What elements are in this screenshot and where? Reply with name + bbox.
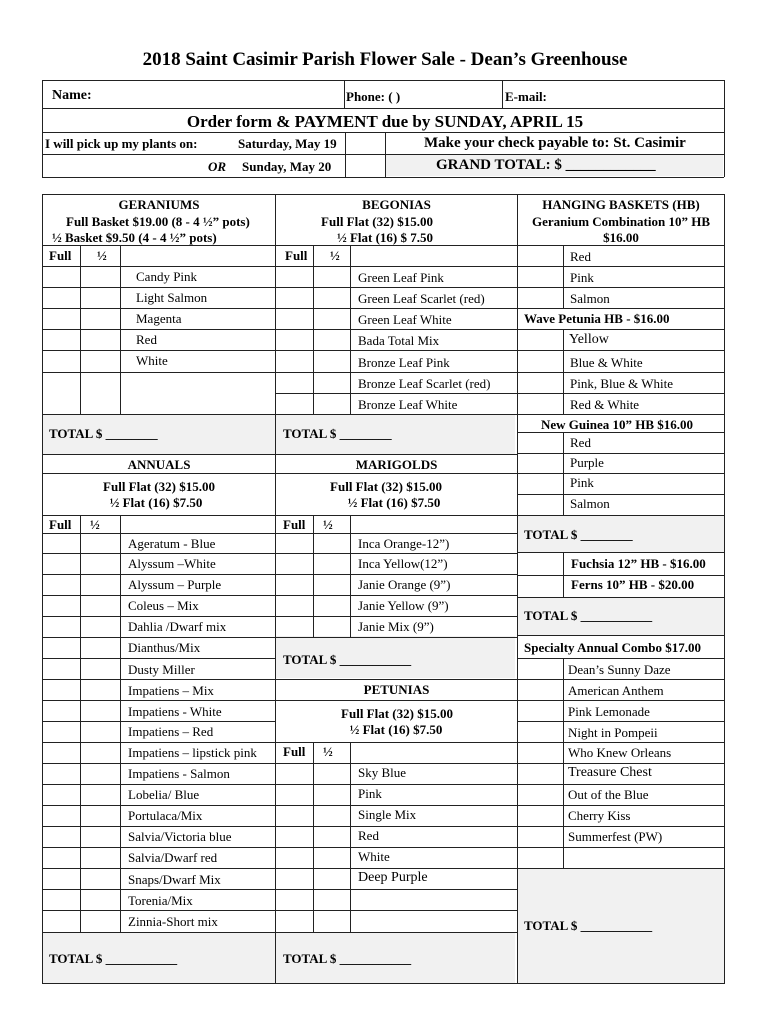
petunia-item: White xyxy=(358,849,390,864)
pickup-or: OR xyxy=(208,159,227,174)
specialty-item: Treasure Chest xyxy=(568,765,652,780)
annual-item: Alyssum – Purple xyxy=(128,577,222,592)
hanging-baskets-title: HANGING BASKETS (HB) xyxy=(542,197,700,212)
begonia-item: Bronze Leaf Pink xyxy=(358,355,450,370)
geraniums-price-full: Full Basket $19.00 (8 - 4 ½” pots) xyxy=(66,214,250,229)
geranium-item: White xyxy=(136,353,168,368)
begonias-half-header: ½ xyxy=(330,248,340,263)
petunias-price-full: Full Flat (32) $15.00 xyxy=(341,706,453,721)
specialty-item: Summerfest (PW) xyxy=(568,829,663,844)
new-guinea-item: Pink xyxy=(570,475,594,490)
pickup-saturday[interactable]: Saturday, May 19 xyxy=(238,136,337,151)
petunias-full-header: Full xyxy=(283,744,306,759)
wave-petunia-item: Blue & White xyxy=(570,355,643,370)
geraniums-title: GERANIUMS xyxy=(118,197,200,212)
annuals-half-header: ½ xyxy=(90,517,100,532)
phone-field-label[interactable]: Phone: ( ) xyxy=(346,89,401,104)
geraniums-total[interactable]: TOTAL $ ________ xyxy=(49,426,158,441)
email-field-label[interactable]: E-mail: xyxy=(505,89,547,104)
marigolds-total[interactable]: TOTAL $ ___________ xyxy=(283,652,412,667)
begonia-item: Green Leaf Pink xyxy=(358,270,444,285)
petunia-item: Sky Blue xyxy=(358,765,407,780)
annual-item: Alyssum –White xyxy=(128,556,216,571)
due-date-heading: Order form & PAYMENT due by SUNDAY, APRIL 15 xyxy=(186,112,584,131)
petunia-item: Red xyxy=(358,828,379,843)
geranium-item: Red xyxy=(136,332,157,347)
marigolds-price-half: ½ Flat (16) $7.50 xyxy=(347,495,441,510)
page-title: 2018 Saint Casimir Parish Flower Sale - Dean’s Greenhouse xyxy=(142,49,628,70)
ferns-heading: Ferns 10” HB - $20.00 xyxy=(571,577,695,592)
marigolds-half-header: ½ xyxy=(323,517,333,532)
new-guinea-heading: New Guinea 10” HB $16.00 xyxy=(541,417,694,432)
annual-item: Impatiens - White xyxy=(128,704,222,719)
specialty-item: Who Knew Orleans xyxy=(568,745,672,760)
annual-item: Zinnia-Short mix xyxy=(128,914,218,929)
grand-total[interactable]: GRAND TOTAL: $ ____________ xyxy=(436,157,656,173)
annual-item: Salvia/Victoria blue xyxy=(128,829,232,844)
annual-item: Torenia/Mix xyxy=(128,893,193,908)
wave-petunia-item: Pink, Blue & White xyxy=(570,376,674,391)
begonias-full-header: Full xyxy=(285,248,308,263)
begonia-item: Bronze Leaf Scarlet (red) xyxy=(358,376,491,391)
annual-item: Impatiens – Mix xyxy=(128,683,214,698)
pickup-sunday[interactable]: Sunday, May 20 xyxy=(242,159,332,174)
wave-petunia-heading: Wave Petunia HB - $16.00 xyxy=(524,311,670,326)
geranium-combo-heading: Geranium Combination 10” HB xyxy=(531,214,711,229)
marigold-item: Inca Orange-12”) xyxy=(358,536,450,551)
payable-to: Make your check payable to: St. Casimir xyxy=(424,135,686,151)
annual-item: Salvia/Dwarf red xyxy=(128,850,218,865)
specialty-item: Out of the Blue xyxy=(568,787,649,802)
geraniums-price-half: ½ Basket $9.50 (4 - 4 ½” pots) xyxy=(52,230,217,245)
geranium-item: Candy Pink xyxy=(136,269,198,284)
new-guinea-item: Purple xyxy=(570,455,604,470)
petunia-item: Pink xyxy=(358,786,382,801)
annual-item: Impatiens - Salmon xyxy=(128,766,230,781)
name-field-label[interactable]: Name: xyxy=(52,88,92,103)
wave-petunia-item: Red & White xyxy=(570,397,640,412)
begonia-item: Bada Total Mix xyxy=(358,333,440,348)
annual-item: Dahlia /Dwarf mix xyxy=(128,619,227,634)
marigold-item: Janie Yellow (9”) xyxy=(358,598,449,613)
begonias-total[interactable]: TOTAL $ ________ xyxy=(283,426,392,441)
annual-item: Portulaca/Mix xyxy=(128,808,203,823)
marigolds-full-header: Full xyxy=(283,517,306,532)
petunia-item: Deep Purple xyxy=(358,870,428,885)
specialty-item: Pink Lemonade xyxy=(568,704,650,719)
petunias-price-half: ½ Flat (16) $7.50 xyxy=(349,722,443,737)
annual-item: Snaps/Dwarf Mix xyxy=(128,872,221,887)
marigold-item: Inca Yellow(12”) xyxy=(358,556,448,571)
marigolds-price-full: Full Flat (32) $15.00 xyxy=(330,479,442,494)
marigold-item: Janie Orange (9”) xyxy=(358,577,451,592)
wave-petunia-item: Yellow xyxy=(569,332,609,347)
geranium-item: Light Salmon xyxy=(136,290,208,305)
geraniums-full-header: Full xyxy=(49,248,72,263)
annual-item: Impatiens – lipstick pink xyxy=(128,745,257,760)
hb-geranium-item: Pink xyxy=(570,270,594,285)
specialty-item: Dean’s Sunny Daze xyxy=(568,662,671,677)
annual-item: Impatiens – Red xyxy=(128,724,214,739)
petunias-title: PETUNIAS xyxy=(363,682,430,697)
hanging-total-2[interactable]: TOTAL $ ___________ xyxy=(524,608,653,623)
petunias-half-header: ½ xyxy=(323,744,333,759)
specialty-item: Cherry Kiss xyxy=(568,808,631,823)
begonia-item: Bronze Leaf White xyxy=(358,397,458,412)
hb-geranium-item: Salmon xyxy=(570,291,610,306)
annuals-total[interactable]: TOTAL $ ___________ xyxy=(49,951,178,966)
new-guinea-item: Salmon xyxy=(570,496,610,511)
specialty-item: American Anthem xyxy=(568,683,664,698)
annuals-title: ANNUALS xyxy=(127,457,191,472)
annuals-price-full: Full Flat (32) $15.00 xyxy=(103,479,215,494)
annual-item: Dianthus/Mix xyxy=(128,640,201,655)
fuchsia-heading: Fuchsia 12” HB - $16.00 xyxy=(571,556,706,571)
annual-item: Dusty Miller xyxy=(128,662,195,677)
begonia-item: Green Leaf Scarlet (red) xyxy=(358,291,485,306)
marigolds-title: MARIGOLDS xyxy=(355,457,438,472)
annual-item: Coleus – Mix xyxy=(128,598,199,613)
specialty-combo-heading: Specialty Annual Combo $17.00 xyxy=(524,640,701,655)
new-guinea-item: Red xyxy=(570,435,591,450)
hanging-total-1[interactable]: TOTAL $ ________ xyxy=(524,527,633,542)
annuals-full-header: Full xyxy=(49,517,72,532)
begonias-title: BEGONIAS xyxy=(362,197,431,212)
petunias-total[interactable]: TOTAL $ ___________ xyxy=(283,951,412,966)
specialty-item: Night in Pompeii xyxy=(568,725,658,740)
begonias-price-full: Full Flat (32) $15.00 xyxy=(321,214,433,229)
petunia-item: Single Mix xyxy=(358,807,417,822)
begonias-price-half: ½ Flat (16) $ 7.50 xyxy=(336,230,434,245)
pickup-label: I will pick up my plants on: xyxy=(45,136,198,151)
geranium-combo-price: $16.00 xyxy=(603,230,639,245)
geranium-item: Magenta xyxy=(136,311,182,326)
annual-item: Ageratum - Blue xyxy=(128,536,216,551)
annuals-price-half: ½ Flat (16) $7.50 xyxy=(109,495,203,510)
begonia-item: Green Leaf White xyxy=(358,312,452,327)
hb-geranium-item: Red xyxy=(570,249,591,264)
annual-item: Lobelia/ Blue xyxy=(128,787,200,802)
marigold-item: Janie Mix (9”) xyxy=(358,619,434,634)
hanging-total-3[interactable]: TOTAL $ ___________ xyxy=(524,918,653,933)
geraniums-half-header: ½ xyxy=(97,248,107,263)
